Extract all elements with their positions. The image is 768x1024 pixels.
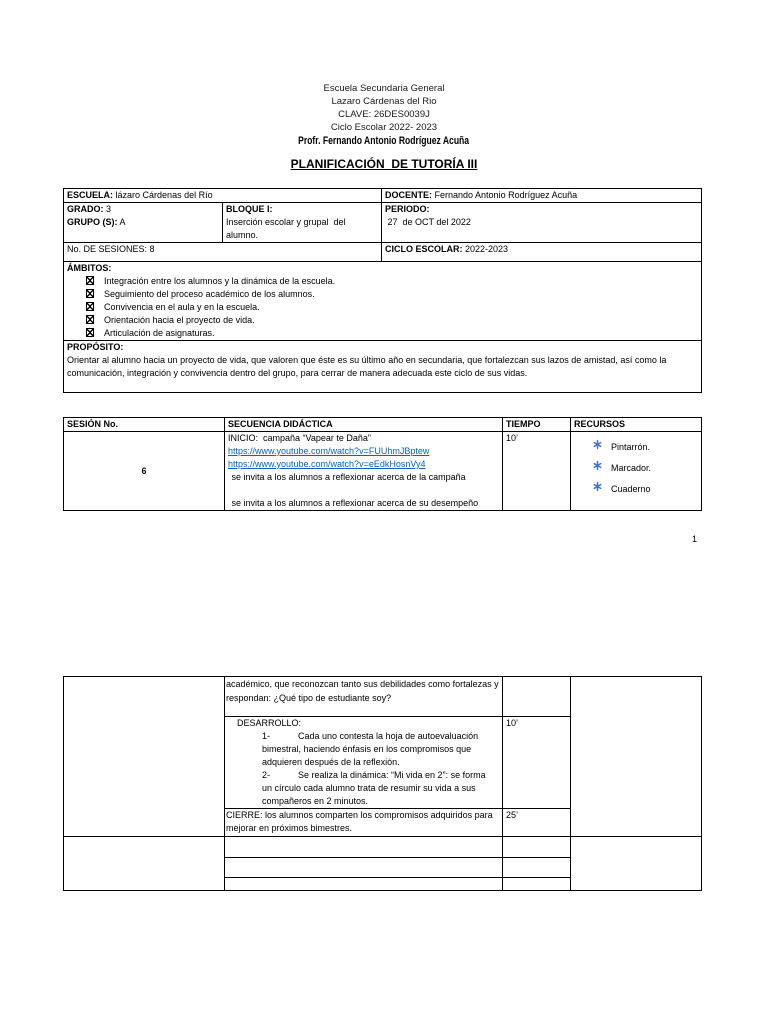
ambito-text: Convivencia en el aula y en la escuela. — [104, 302, 260, 312]
resource-item — [574, 458, 698, 479]
header-recursos: RECURSOS — [571, 418, 702, 432]
ambito-item — [67, 275, 698, 288]
empty-cell — [503, 837, 571, 858]
school-key: CLAVE: 26DES0039J — [338, 109, 430, 120]
table-header-row — [64, 418, 702, 432]
reflection-performance: se invita a los alumnos a reflexionar acerca de su desempeño — [229, 498, 479, 508]
grupo-line — [67, 216, 219, 229]
school-name: Lazaro Cárdenas del Rio — [331, 96, 437, 107]
video-link-2[interactable]: https://www.youtube.com/watch?v=eEdkHosnVy4 — [228, 459, 426, 469]
empty-cell — [503, 878, 571, 891]
desarrollo-item-text: Cada uno contesta la hoja de autoevaluación bimestral, haciendo énfasis en los compromisos que adquieren después de la reflexión. — [262, 731, 479, 767]
grado-value: 3 — [106, 204, 112, 214]
video-link-1[interactable]: https://www.youtube.com/watch?v=FUUhmJBptew — [228, 446, 430, 456]
empty-cell — [225, 858, 503, 878]
desarrollo-item-text: Se realiza la dinámica: “Mi vida en 2”: se forma un círculo cada alumno trata de resumir su vida a sus compañeros en 2 minutos. — [262, 770, 486, 806]
periodo-value: 27 de OCT del 2022 — [385, 217, 471, 227]
page-number: 1 — [692, 534, 698, 544]
grado-line — [67, 203, 219, 216]
resources-list — [574, 432, 698, 500]
resource-text: Marcador. — [611, 463, 652, 473]
resource-item — [574, 437, 698, 458]
bloque-label: BLOQUE I: — [226, 204, 273, 214]
grado-label: GRADO: — [67, 204, 104, 214]
ambito-item — [67, 301, 698, 314]
ambito-item — [67, 327, 698, 340]
header-secuencia: SECUENCIA DIDÁCTICA — [225, 418, 503, 432]
escuela-cell — [64, 189, 382, 203]
desarrollo-cell — [225, 717, 503, 809]
desarrollo-item-number: 1- — [262, 731, 271, 741]
ciclo-label: CICLO ESCOLAR: — [385, 244, 463, 254]
recursos-cell — [571, 432, 702, 511]
empty-cell — [503, 677, 571, 717]
ambito-item — [67, 314, 698, 327]
checkbox-checked-icon — [86, 276, 94, 285]
resource-text: Pintarrón. — [611, 442, 651, 452]
ciclo-value: 2022-2023 — [465, 244, 509, 254]
page-title: PLANIFICACIÓN DE TUTORÍA III — [290, 157, 478, 171]
ciclo-cell — [382, 243, 702, 262]
ambito-text: Seguimiento del proceso académico de los alumnos. — [104, 289, 315, 299]
empty-cell — [64, 837, 225, 891]
resource-text: Cuaderno — [611, 484, 651, 494]
grado-grupo-cell — [64, 203, 223, 243]
empty-cell — [571, 677, 702, 837]
empty-cell — [503, 858, 571, 878]
docente-value: Fernando Antonio Rodríguez Acuña — [434, 190, 578, 200]
docente-cell — [382, 189, 702, 203]
info-table — [63, 188, 702, 393]
table-row — [64, 677, 702, 717]
checkbox-checked-icon — [86, 289, 94, 298]
grupo-label: GRUPO (S): — [67, 217, 118, 227]
docente-label: DOCENTE: — [385, 190, 432, 200]
session-table — [63, 417, 702, 511]
proposito-label: PROPÓSITO: — [67, 342, 124, 352]
proposito-text: Orientar al alumno hacia un proyecto de vida, que valoren que éste es su último año en secundaria, que fortalezcan sus lazos de amistad, así como la comunicación, integración y convivencia dentro del grupo, para cerrar de manera adecuada este ciclo de sus vidas. — [67, 355, 667, 378]
asterisk-bullet-icon — [593, 461, 602, 470]
periodo-cell — [382, 203, 702, 243]
school-cycle: Ciclo Escolar 2022- 2023 — [330, 122, 438, 133]
ambito-item — [67, 288, 698, 301]
bloque-value: Inserción escolar y grupal del alumno. — [226, 217, 349, 240]
asterisk-bullet-icon — [593, 482, 602, 491]
proposito-cell — [64, 341, 702, 393]
continuation-table — [63, 676, 702, 891]
desarrollo-label: DESARROLLO: — [237, 718, 302, 728]
school-type: Escuela Secundaria General — [323, 83, 445, 94]
empty-cell — [225, 837, 503, 858]
header-tiempo: TIEMPO — [503, 418, 571, 432]
desarrollo-item-number: 2- — [262, 770, 271, 780]
session-number: 6 — [64, 432, 225, 511]
bloque-cell — [223, 203, 382, 243]
cierre-text: CIERRE: los alumnos comparten los compromisos adquiridos para mejorar en próximos bimestres. — [225, 809, 503, 837]
cierre-tiempo: 25’ — [503, 809, 571, 837]
tiempo-cell: 10’ — [503, 432, 571, 511]
document-header — [0, 82, 768, 148]
ambito-text: Integración entre los alumnos y la dinámica de la escuela. — [104, 276, 336, 286]
ambitos-label: ÁMBITOS: — [67, 263, 112, 273]
grupo-value: A — [119, 217, 126, 227]
desarrollo-item — [262, 730, 499, 769]
asterisk-bullet-icon — [593, 440, 602, 449]
checkbox-checked-icon — [86, 328, 94, 337]
empty-cell — [225, 878, 503, 891]
periodo-label: PERIODO: — [385, 204, 430, 214]
escuela-label: ESCUELA: — [67, 190, 114, 200]
sesiones-value: No. DE SESIONES: 8 — [67, 244, 155, 254]
desarrollo-tiempo: 10’ — [503, 717, 571, 809]
academico-text: académico, que reconozcan tanto sus debilidades como fortalezas y respondan: ¿Qué tipo de estudiante soy? — [225, 677, 503, 717]
checkbox-checked-icon — [86, 302, 94, 311]
secuencia-cell — [225, 432, 503, 511]
header-sesion: SESIÓN No. — [64, 418, 225, 432]
empty-cell — [571, 837, 702, 891]
table-row — [64, 837, 702, 858]
ambito-text: Articulación de asignaturas. — [104, 328, 215, 338]
ambito-text: Orientación hacia el proyecto de vida. — [104, 315, 255, 325]
inicio-text: INICIO: campaña “Vapear te Daña” — [228, 433, 371, 443]
resource-item — [574, 479, 698, 500]
teacher-name: Profr. Fernando Antonio Rodríguez Acuña — [298, 135, 470, 147]
ambitos-cell — [64, 262, 702, 341]
escuela-value: lázaro Cárdenas del Río — [115, 190, 213, 200]
empty-cell — [64, 677, 225, 837]
reflection-campaign: se invita a los alumnos a reflexionar acerca de la campaña — [229, 472, 466, 482]
desarrollo-item — [262, 769, 499, 808]
sesiones-cell — [64, 243, 382, 262]
checkbox-checked-icon — [86, 315, 94, 324]
table-row — [64, 432, 702, 511]
